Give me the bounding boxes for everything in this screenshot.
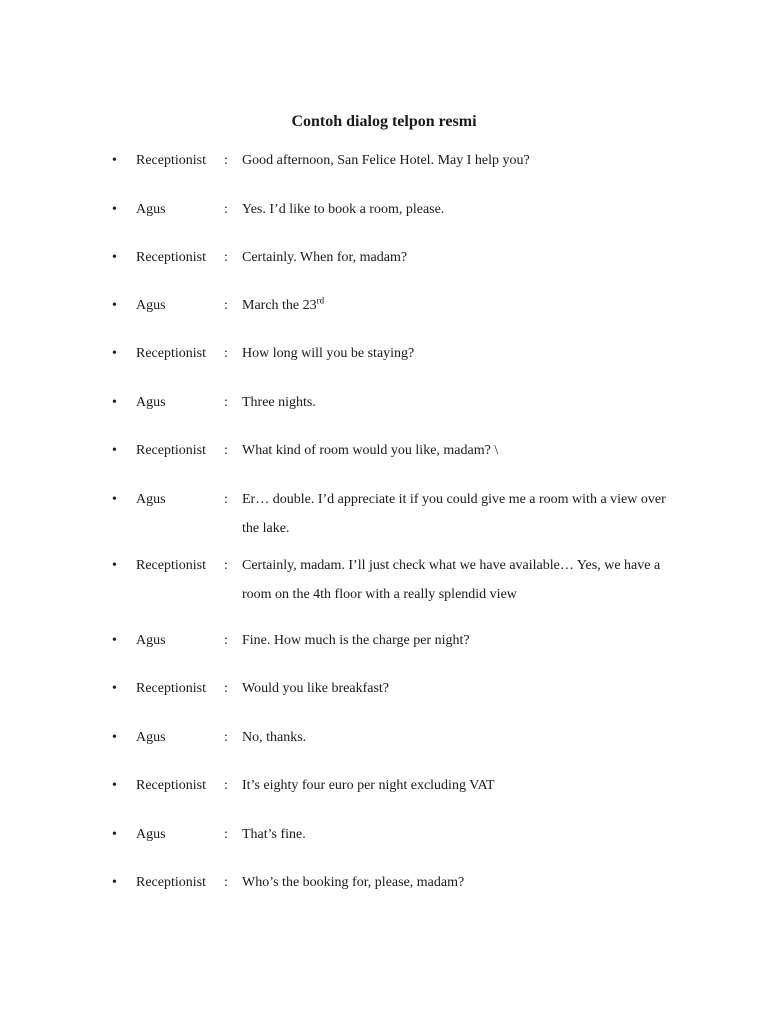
speaker-name: Receptionist — [136, 558, 206, 573]
bullet-icon: • — [112, 395, 117, 410]
utterance-text: Good afternoon, San Felice Hotel. May I help you? — [242, 153, 530, 168]
speaker-name: Agus — [136, 730, 166, 745]
utterance-text: Three nights. — [242, 395, 316, 410]
speaker-name: Agus — [136, 202, 166, 217]
utterance-text: Certainly. When for, madam? — [242, 250, 408, 265]
utterance-text — [240, 291, 682, 320]
bullet-icon: • — [112, 558, 117, 573]
speaker-name: Agus — [136, 395, 166, 410]
utterance-text: Certainly, madam. I’ll just check what we have available… Yes, we have a room on the 4th floor with a really splendid view — [242, 558, 661, 602]
bullet-icon: • — [112, 827, 117, 842]
colon-separator: : — [224, 298, 228, 313]
bullet-icon: • — [112, 346, 117, 361]
colon-separator: : — [224, 558, 228, 573]
colon-separator: : — [224, 443, 228, 458]
speaker-name: Agus — [136, 298, 166, 313]
colon-separator: : — [224, 202, 228, 217]
utterance-text: What kind of room would you like, madam? \ — [242, 443, 499, 458]
speaker-name: Agus — [136, 492, 166, 507]
colon-separator: : — [224, 395, 228, 410]
colon-separator: : — [224, 730, 228, 745]
speaker-name: Receptionist — [136, 153, 206, 168]
utterance-text: How long will you be staying? — [242, 346, 415, 361]
speaker-name: Receptionist — [136, 875, 206, 890]
utterance-text: Fine. How much is the charge per night? — [242, 633, 470, 648]
colon-separator: : — [224, 492, 228, 507]
bullet-icon: • — [112, 153, 117, 168]
bullet-icon: • — [112, 681, 117, 696]
bullet-icon: • — [112, 633, 117, 648]
speaker-name: Agus — [136, 633, 166, 648]
utterance-main: March the 23 — [242, 298, 317, 313]
colon-separator: : — [224, 153, 228, 168]
utterance-text: No, thanks. — [242, 730, 307, 745]
bullet-icon: • — [112, 202, 117, 217]
speaker-name: Receptionist — [136, 778, 206, 793]
colon-separator: : — [224, 346, 228, 361]
utterance-text: Would you like breakfast? — [242, 681, 389, 696]
bullet-icon: • — [112, 250, 117, 265]
ordinal-suffix: rd — [316, 295, 325, 306]
speaker-name: Receptionist — [136, 681, 206, 696]
speaker-name: Receptionist — [136, 250, 206, 265]
bullet-icon: • — [112, 730, 117, 745]
colon-separator: : — [224, 778, 228, 793]
speaker-name: Receptionist — [136, 443, 206, 458]
utterance-text: Er… double. I’d appreciate it if you could give me a room with a view over the lake. — [242, 492, 666, 536]
utterance-text: Yes. I’d like to book a room, please. — [242, 202, 445, 217]
bullet-icon: • — [112, 875, 117, 890]
bullet-icon: • — [112, 778, 117, 793]
colon-separator: : — [224, 827, 228, 842]
colon-separator: : — [224, 875, 228, 890]
page-title: Contoh dialog telpon resmi — [291, 113, 477, 130]
bullet-icon: • — [112, 492, 117, 507]
colon-separator: : — [224, 681, 228, 696]
speaker-name: Agus — [136, 827, 166, 842]
utterance-text: That’s fine. — [242, 827, 306, 842]
speaker-name: Receptionist — [136, 346, 206, 361]
bullet-icon: • — [112, 298, 117, 313]
colon-separator: : — [224, 633, 228, 648]
utterance-text: It’s eighty four euro per night excluding VAT — [242, 778, 495, 793]
colon-separator: : — [224, 250, 228, 265]
bullet-icon: • — [112, 443, 117, 458]
utterance-text: Who’s the booking for, please, madam? — [242, 875, 465, 890]
